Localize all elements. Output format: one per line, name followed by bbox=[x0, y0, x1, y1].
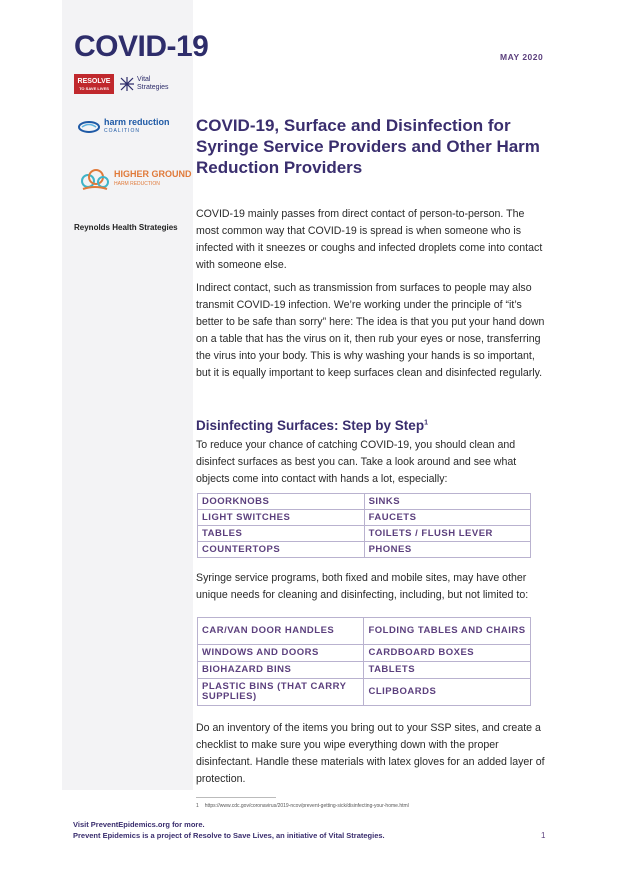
vital-strategies-line1: Vital bbox=[137, 76, 151, 83]
page-number: 1 bbox=[541, 831, 546, 840]
table-cell: PLASTIC BINS (THAT CARRY SUPPLIES) bbox=[198, 679, 364, 706]
paragraph-direct-contact: COVID-19 mainly passes from direct contact of person-to-person. The most common way that COVID-19 is spread is when someone who is infected with it sneezes or coughs and infected droplets come into contact with someone else. bbox=[196, 208, 543, 271]
vital-strategies-line2: Strategies bbox=[137, 84, 169, 91]
footnote bbox=[196, 803, 409, 809]
table-cell: TOILETS / FLUSH LEVER bbox=[364, 526, 530, 542]
footer bbox=[73, 819, 385, 841]
table-row bbox=[198, 618, 531, 645]
footnote-number: 1 bbox=[196, 803, 199, 809]
table-cell: SINKS bbox=[364, 494, 530, 510]
table-cell: WINDOWS AND DOORS bbox=[198, 645, 364, 662]
vital-strategies-logo bbox=[120, 76, 169, 92]
table-cell: LIGHT SWITCHES bbox=[198, 510, 365, 526]
table-row bbox=[198, 494, 531, 510]
footnote-link[interactable]: https://www.cdc.gov/coronavirus/2019-ncov/prevent-getting-sick/disinfecting-your-home.html bbox=[204, 803, 409, 809]
table-cell: CAR/VAN DOOR HANDLES bbox=[198, 618, 364, 645]
footnote-divider bbox=[196, 797, 276, 798]
table-row bbox=[198, 510, 531, 526]
paragraph-reduce-chance: To reduce your chance of catching COVID-19, you should clean and disinfect surfaces as best you can. Take a look around and see what objects come into contact with hands a lot, especially: bbox=[196, 439, 517, 485]
table-row bbox=[198, 526, 531, 542]
higher-ground-sub: HARM REDUCTION bbox=[114, 181, 160, 187]
publication-date: MAY 2020 bbox=[500, 52, 544, 62]
ssp-items-table bbox=[197, 617, 531, 706]
higher-ground-name: HIGHER GROUND bbox=[114, 169, 192, 179]
harm-reduction-sub: COALITION bbox=[104, 128, 140, 134]
table-cell: TABLETS bbox=[364, 662, 531, 679]
resolve-logo bbox=[74, 74, 114, 94]
document-title: COVID-19, Surface and Disinfection for Syringe Service Providers and Other Harm Reduction Providers bbox=[196, 116, 540, 177]
partner-logos-row bbox=[74, 74, 169, 94]
resolve-logo-subtext: TO SAVE LIVES bbox=[79, 85, 109, 91]
reynolds-health-strategies: Reynolds Health Strategies bbox=[74, 223, 178, 232]
cloud-swirl-icon bbox=[80, 165, 110, 193]
household-surfaces-table bbox=[197, 493, 531, 558]
table-row bbox=[198, 679, 531, 706]
table-cell: FAUCETS bbox=[364, 510, 530, 526]
harm-reduction-name: harm reduction bbox=[104, 117, 170, 127]
section-heading bbox=[196, 418, 428, 433]
resolve-logo-text: RESOLVE bbox=[77, 77, 111, 85]
harm-reduction-icon bbox=[78, 120, 100, 134]
table-cell: CARDBOARD BOXES bbox=[364, 645, 531, 662]
table-cell: CLIPBOARDS bbox=[364, 679, 531, 706]
table-row bbox=[198, 542, 531, 558]
table-cell: BIOHAZARD BINS bbox=[198, 662, 364, 679]
footer-project-note: Prevent Epidemics is a project of Resolve to Save Lives, an initiative of Vital Strategies. bbox=[73, 831, 385, 840]
paragraph-indirect-contact: Indirect contact, such as transmission from surfaces to people may also transmit COVID-19 infection. We’re working under the principle of “it’s better to be safe than sorry” here: The idea is that you put your hand down on a table that has the virus on it, then rub your eyes or nose, transferring the virus into your body. This is why washing your hands is so important, but it is equally important to keep surfaces clean and disinfected regularly. bbox=[196, 282, 545, 379]
higher-ground-logo bbox=[80, 165, 192, 193]
vital-strategies-icon bbox=[120, 77, 134, 91]
table-cell: DOORKNOBS bbox=[198, 494, 365, 510]
harm-reduction-coalition-logo bbox=[78, 118, 170, 136]
footer-visit-link[interactable]: Visit PreventEpidemics.org for more. bbox=[73, 820, 205, 829]
table-cell: FOLDING TABLES AND CHAIRS bbox=[364, 618, 531, 645]
paragraph-inventory: Do an inventory of the items you bring out to your SSP sites, and create a checklist to make sure you wipe everything down with the proper disinfectant. Handle these materials with latex gloves for an added layer of protection. bbox=[196, 722, 545, 785]
table-cell: COUNTERTOPS bbox=[198, 542, 365, 558]
table-cell: PHONES bbox=[364, 542, 530, 558]
table-row bbox=[198, 645, 531, 662]
brand-title: COVID-19 bbox=[74, 30, 209, 63]
table-row bbox=[198, 662, 531, 679]
table-cell: TABLES bbox=[198, 526, 365, 542]
paragraph-ssp-needs: Syringe service programs, both fixed and mobile sites, may have other unique needs for cleaning and disinfecting, including, but not limited to: bbox=[196, 572, 529, 601]
footnote-ref: 1 bbox=[424, 419, 428, 427]
section-heading-rest: Step by Step bbox=[338, 418, 425, 433]
section-heading-bold: Disinfecting Surfaces: bbox=[196, 418, 339, 433]
